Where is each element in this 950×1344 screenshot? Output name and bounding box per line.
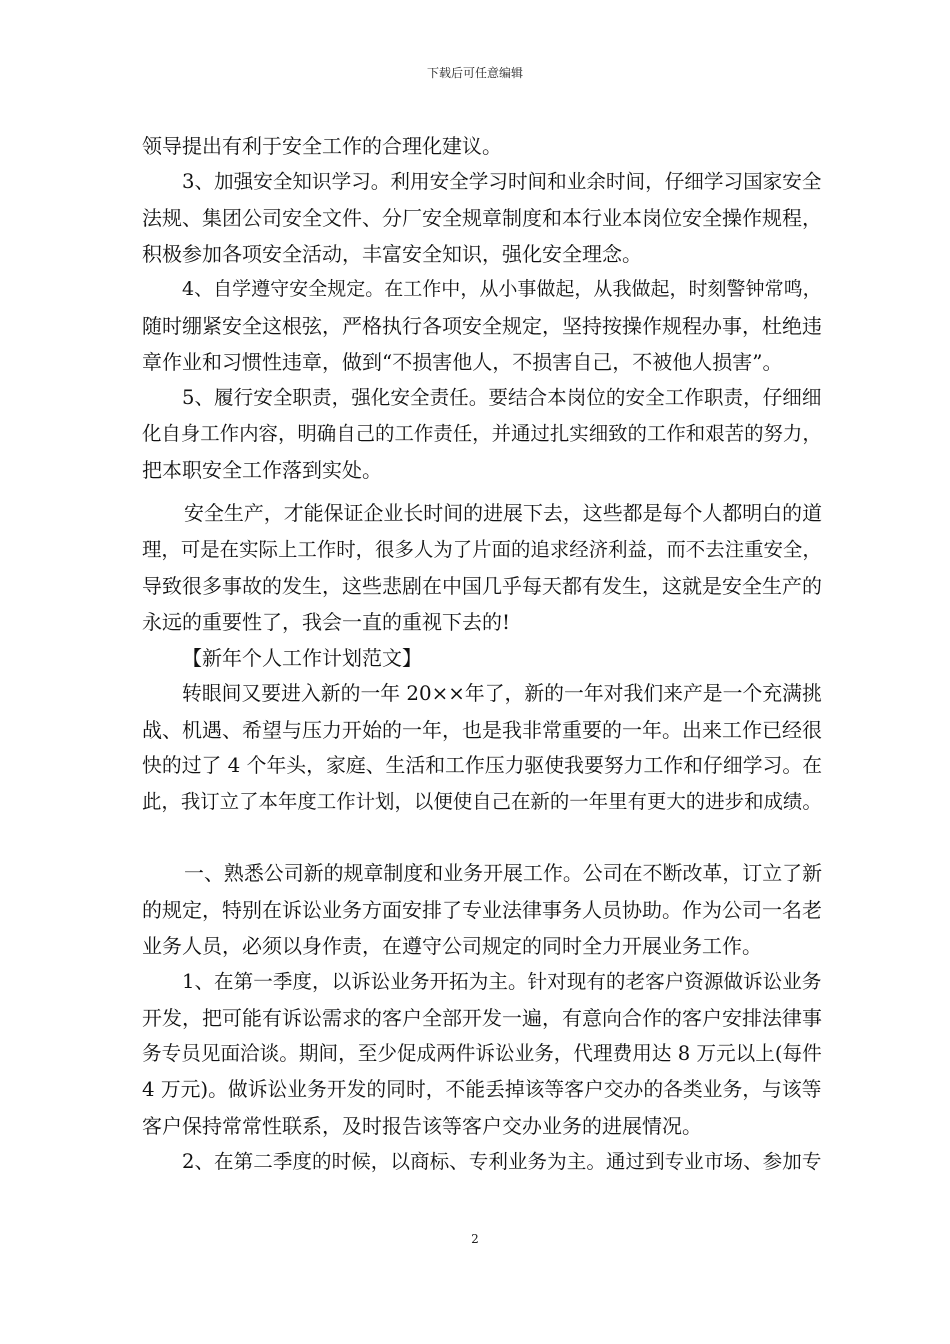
text-line: 此，我订立了本年度工作计划，以便使自己在新的一年里有更大的进步和成绩。 — [142, 790, 822, 813]
text-line: 随时绷紧安全这根弦，严格执行各项安全规定，坚持按操作规程办事，杜绝违 — [142, 314, 822, 338]
section-heading: 【新年个人工作计划范文】 — [182, 646, 422, 670]
text-line: 快的过了 4 个年头，家庭、生活和工作压力驱使我要努力工作和仔细学习。在 — [142, 754, 823, 777]
text-line: 转眼间又要进入新的一年 20××年了，新的一年对我们来产是一个充满挑 — [182, 682, 822, 705]
text-line: 的规定，特别在诉讼业务方面安排了专业法律事务人员协助。作为公司一名老 — [142, 898, 822, 922]
text-line: 法规、集团公司安全文件、分厂安全规章制度和本行业本岗位安全操作规程， — [142, 206, 822, 230]
text-line: 3、加强安全知识学习。利用安全学习时间和业余时间，仔细学习国家安全 — [182, 170, 822, 193]
page-number: 2 — [471, 1232, 479, 1246]
text-line: 战、机遇、希望与压力开始的一年，也是我非常重要的一年。出来工作已经很 — [142, 718, 822, 742]
text-line: 4、自学遵守安全规定。在工作中，从小事做起，从我做起，时刻警钟常鸣， — [182, 278, 822, 300]
text-line: 积极参加各项安全活动，丰富安全知识，强化安全理念。 — [142, 242, 642, 266]
text-line: 永远的重要性了，我会一直的重视下去的! — [142, 610, 511, 634]
text-line: 4 万元)。做诉讼业务开发的同时，不能丢掉该等客户交办的各类业务，与该等 — [142, 1078, 822, 1101]
text-line: 理，可是在实际上工作时，很多人为了片面的追求经济利益，而不去注重安全， — [142, 538, 822, 561]
text-line: 2、在第二季度的时候，以商标、专利业务为主。通过到专业市场、参加专 — [182, 1150, 822, 1173]
text-line: 业务人员，必须以身作责，在遵守公司规定的同时全力开展业务工作。 — [142, 934, 762, 958]
text-line: 安全生产，才能保证企业长时间的进展下去，这些都是每个人都明白的道 — [184, 501, 823, 525]
text-line: 务专员见面洽谈。期间，至少促成两件诉讼业务，代理费用达 8 万元以上(每件 — [142, 1042, 822, 1065]
text-line: 章作业和习惯性违章，做到“不损害他人，不损害自己，不被他人损害”。 — [142, 350, 783, 374]
text-line: 1、在第一季度，以诉讼业务开拓为主。针对现有的老客户资源做诉讼业务 — [182, 970, 822, 993]
text-line: 导致很多事故的发生，这些悲剧在中国几乎每天都有发生，这就是安全生产的 — [142, 574, 822, 598]
text-line: 一、熟悉公司新的规章制度和业务开展工作。公司在不断改革，订立了新 — [184, 861, 823, 885]
text-line: 把本职安全工作落到实处。 — [142, 458, 382, 482]
text-line: 化自身工作内容，明确自己的工作责任，并通过扎实细致的工作和艰苦的努力， — [142, 422, 822, 445]
text-line: 5、履行安全职责，强化安全责任。要结合本岗位的安全工作职责，仔细细 — [182, 386, 822, 409]
text-line: 客户保持常常性联系，及时报告该等客户交办业务的进展情况。 — [142, 1114, 702, 1138]
text-line: 开发，把可能有诉讼需求的客户全部开发一遍，有意向合作的客户安排法律事 — [142, 1006, 822, 1030]
text-line: 领导提出有利于安全工作的合理化建议。 — [142, 134, 502, 158]
page-header: 下载后可任意编辑 — [426, 66, 523, 80]
